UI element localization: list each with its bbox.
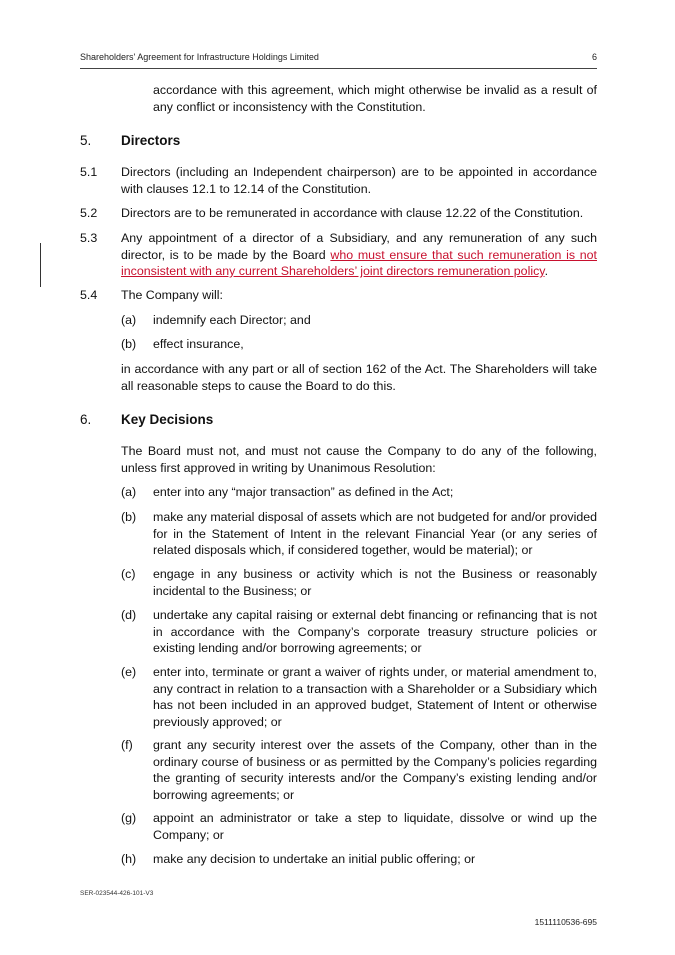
- clause-5-4-item-a-text: indemnify each Director; and: [153, 313, 311, 327]
- key-decision-b-text: make any material disposal of assets which are not budgeted for and/or provided for in the Statement of Intent in the relevant Financial Year (or any series of related disposals which, if considered together, would be material); or: [153, 510, 597, 557]
- clause-5-4-item-b-label: (b): [121, 337, 137, 351]
- clause-5-3-text: [121, 230, 597, 280]
- clause-5-3-number: 5.3: [80, 231, 98, 245]
- footer-document-id: 1511110536-695: [534, 917, 597, 927]
- clause-5-3-text-before: Any appointment of a director of a Subsidiary, and any remuneration of any such director, is to be made by the Board: [121, 231, 597, 262]
- section-6-intro: The Board must not, and must not cause the Company to do any of the following, unless first approved in writing by Unanimous Resolution:: [121, 444, 597, 475]
- key-decision-h-label: (h): [121, 852, 137, 866]
- header-title: Shareholders' Agreement for Infrastructure Holdings Limited: [80, 52, 319, 62]
- revision-change-bar: [40, 243, 41, 287]
- intro-paragraph: accordance with this agreement, which might otherwise be invalid as a result of any conflict or inconsistency with the Constitution.: [153, 83, 597, 114]
- page-header: [80, 52, 597, 69]
- footer-document-reference: SER-023544-426-101-V3: [80, 890, 154, 897]
- key-decision-a-text: enter into any “major transaction” as defined in the Act;: [153, 485, 454, 499]
- clause-5-4-item-b-text: effect insurance,: [153, 337, 244, 351]
- key-decision-b-label: (b): [121, 510, 137, 524]
- key-decision-g-label: (g): [121, 811, 137, 825]
- section-6-heading: Key Decisions: [121, 412, 214, 427]
- clause-5-4-closing: in accordance with any part or all of section 162 of the Act. The Shareholders will take all reasonable steps to cause the Board to do this.: [121, 362, 597, 393]
- key-decision-g-text: appoint an administrator or take a step to liquidate, dissolve or wind up the Company; or: [153, 811, 597, 842]
- key-decision-d-text: undertake any capital raising or external debt financing or refinancing that is not in accordance with the Company’s corporate treasury structure policies or existing lending and/or borrowing agreements; or: [153, 608, 597, 655]
- clause-5-4-number: 5.4: [80, 288, 98, 302]
- clause-5-1-number: 5.1: [80, 165, 98, 179]
- clause-5-2-text: Directors are to be remunerated in accordance with clause 12.22 of the Constitution.: [121, 206, 584, 220]
- clause-5-4-item-a-label: (a): [121, 313, 137, 327]
- key-decision-c-text: engage in any business or activity which is not the Business or reasonably incidental to the Business; or: [153, 567, 597, 598]
- clause-5-1-text: Directors (including an Independent chairperson) are to be appointed in accordance with clauses 12.1 to 12.14 of the Constitution.: [121, 165, 597, 196]
- clause-5-3-text-after: .: [544, 264, 549, 278]
- key-decision-e-text: enter into, terminate or grant a waiver of rights under, or material amendment to, any contract in relation to a transaction with a Shareholder or a Subsidiary which has not been included in an approved budget, Statement of Intent or otherwise previously approved; or: [153, 665, 597, 729]
- clause-5-4-text: The Company will:: [121, 288, 223, 302]
- header-page-number: 6: [591, 52, 597, 62]
- section-6-number: 6.: [80, 412, 92, 427]
- key-decision-h-text: make any decision to undertake an initial public offering; or: [153, 852, 476, 866]
- key-decision-f-text: grant any security interest over the assets of the Company, other than in the ordinary course of business or as permitted by the Company’s policies regarding the granting of security interests and/or the Company’s existing lending and/or borrowing agreements; or: [153, 738, 597, 802]
- clause-5-3-inserted-text: who must ensure that such remuneration is not inconsistent with any current Shareholders’ joint directors remuneration policy: [121, 247, 597, 278]
- clause-5-2-number: 5.2: [80, 206, 98, 220]
- key-decision-a-label: (a): [121, 485, 137, 499]
- section-5-heading: Directors: [121, 133, 181, 148]
- key-decision-e-label: (e): [121, 665, 137, 679]
- key-decision-f-label: (f): [121, 738, 133, 752]
- key-decision-d-label: (d): [121, 608, 137, 622]
- section-5-number: 5.: [80, 133, 92, 148]
- key-decision-c-label: (c): [121, 567, 136, 581]
